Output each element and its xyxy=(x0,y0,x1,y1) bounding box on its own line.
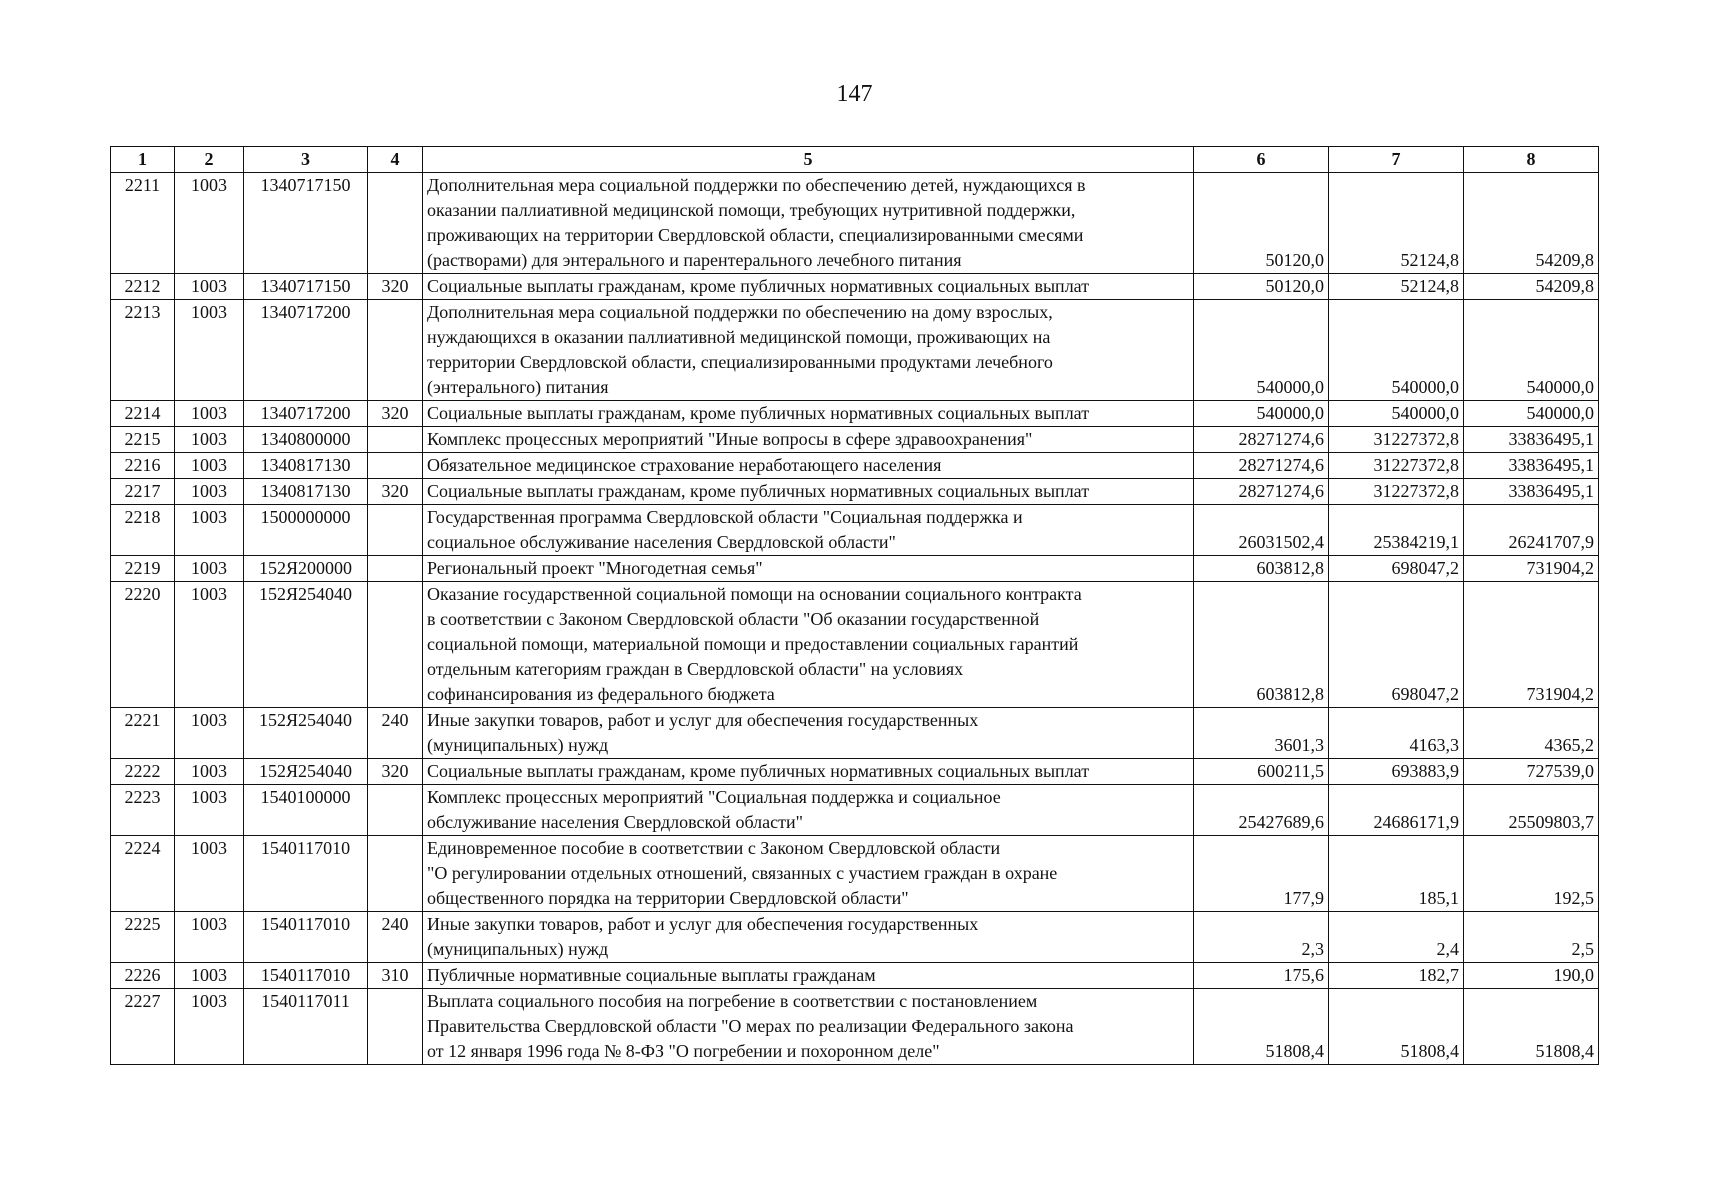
row-description: Дополнительная мера социальной поддержки по обеспечению детей, нуждающихся в оказании паллиативной медицинской помощи, требующих нутритивной поддержки, проживающих на территории Свердловской области, специализированными смесями (растворами) для энтерального и парентерального лечебного питания xyxy=(423,173,1194,274)
row-description: Иные закупки товаров, работ и услуг для обеспечения государственных (муниципальных) нужд xyxy=(423,912,1194,963)
row-number: 2217 xyxy=(111,479,175,505)
amount-col-6: 600211,5 xyxy=(1194,759,1329,785)
expense-type-code xyxy=(368,836,423,912)
expense-type-code: 320 xyxy=(368,759,423,785)
row-number: 2226 xyxy=(111,963,175,989)
row-description: Социальные выплаты гражданам, кроме публичных нормативных социальных выплат xyxy=(423,274,1194,300)
amount-col-7: 182,7 xyxy=(1329,963,1464,989)
amount-col-7: 698047,2 xyxy=(1329,556,1464,582)
table-row xyxy=(111,300,1599,401)
amount-col-6: 50120,0 xyxy=(1194,274,1329,300)
section-code: 1003 xyxy=(175,274,244,300)
row-number: 2223 xyxy=(111,785,175,836)
amount-col-6: 50120,0 xyxy=(1194,173,1329,274)
row-description: Социальные выплаты гражданам, кроме публичных нормативных социальных выплат xyxy=(423,479,1194,505)
amount-col-7: 24686171,9 xyxy=(1329,785,1464,836)
expense-type-code: 320 xyxy=(368,274,423,300)
amount-col-8: 192,5 xyxy=(1464,836,1599,912)
amount-col-8: 731904,2 xyxy=(1464,556,1599,582)
expense-type-code xyxy=(368,453,423,479)
expense-type-code: 320 xyxy=(368,479,423,505)
amount-col-7: 698047,2 xyxy=(1329,582,1464,708)
expense-type-code: 320 xyxy=(368,401,423,427)
amount-col-8: 51808,4 xyxy=(1464,989,1599,1065)
amount-col-8: 727539,0 xyxy=(1464,759,1599,785)
target-article-code: 1540117010 xyxy=(244,912,368,963)
expense-type-code xyxy=(368,427,423,453)
section-code: 1003 xyxy=(175,912,244,963)
column-header: 4 xyxy=(368,147,423,173)
target-article-code: 152Я254040 xyxy=(244,582,368,708)
row-description: Публичные нормативные социальные выплаты гражданам xyxy=(423,963,1194,989)
table-row xyxy=(111,759,1599,785)
table-row xyxy=(111,912,1599,963)
row-description: Иные закупки товаров, работ и услуг для обеспечения государственных (муниципальных) нужд xyxy=(423,708,1194,759)
amount-col-7: 52124,8 xyxy=(1329,173,1464,274)
row-description: Региональный проект "Многодетная семья" xyxy=(423,556,1194,582)
row-description: Социальные выплаты гражданам, кроме публичных нормативных социальных выплат xyxy=(423,401,1194,427)
amount-col-6: 2,3 xyxy=(1194,912,1329,963)
expense-type-code xyxy=(368,556,423,582)
section-code: 1003 xyxy=(175,759,244,785)
target-article-code: 1340717150 xyxy=(244,274,368,300)
amount-col-7: 51808,4 xyxy=(1329,989,1464,1065)
amount-col-8: 190,0 xyxy=(1464,963,1599,989)
target-article-code: 1500000000 xyxy=(244,505,368,556)
amount-col-7: 185,1 xyxy=(1329,836,1464,912)
amount-col-8: 4365,2 xyxy=(1464,708,1599,759)
section-code: 1003 xyxy=(175,173,244,274)
row-number: 2224 xyxy=(111,836,175,912)
amount-col-6: 26031502,4 xyxy=(1194,505,1329,556)
table-row xyxy=(111,274,1599,300)
amount-col-7: 693883,9 xyxy=(1329,759,1464,785)
table-row xyxy=(111,963,1599,989)
table-body xyxy=(111,173,1599,1065)
table-row xyxy=(111,505,1599,556)
section-code: 1003 xyxy=(175,989,244,1065)
row-number: 2214 xyxy=(111,401,175,427)
expense-type-code: 310 xyxy=(368,963,423,989)
amount-col-7: 52124,8 xyxy=(1329,274,1464,300)
amount-col-8: 2,5 xyxy=(1464,912,1599,963)
row-number: 2221 xyxy=(111,708,175,759)
target-article-code: 152Я200000 xyxy=(244,556,368,582)
table-row xyxy=(111,479,1599,505)
target-article-code: 1540117010 xyxy=(244,963,368,989)
column-header: 2 xyxy=(175,147,244,173)
target-article-code: 152Я254040 xyxy=(244,708,368,759)
row-number: 2225 xyxy=(111,912,175,963)
row-description: Обязательное медицинское страхование неработающего населения xyxy=(423,453,1194,479)
amount-col-6: 28271274,6 xyxy=(1194,453,1329,479)
section-code: 1003 xyxy=(175,505,244,556)
section-code: 1003 xyxy=(175,582,244,708)
amount-col-6: 540000,0 xyxy=(1194,401,1329,427)
amount-col-8: 33836495,1 xyxy=(1464,427,1599,453)
row-number: 2227 xyxy=(111,989,175,1065)
row-description: Государственная программа Свердловской области "Социальная поддержка и социальное обслуживание населения Свердловской области" xyxy=(423,505,1194,556)
table-row xyxy=(111,556,1599,582)
amount-col-6: 603812,8 xyxy=(1194,582,1329,708)
target-article-code: 1340717200 xyxy=(244,300,368,401)
table-row xyxy=(111,173,1599,274)
row-number: 2215 xyxy=(111,427,175,453)
amount-col-7: 540000,0 xyxy=(1329,401,1464,427)
amount-col-6: 28271274,6 xyxy=(1194,427,1329,453)
amount-col-6: 28271274,6 xyxy=(1194,479,1329,505)
amount-col-6: 175,6 xyxy=(1194,963,1329,989)
section-code: 1003 xyxy=(175,479,244,505)
section-code: 1003 xyxy=(175,427,244,453)
section-code: 1003 xyxy=(175,556,244,582)
amount-col-6: 51808,4 xyxy=(1194,989,1329,1065)
row-number: 2222 xyxy=(111,759,175,785)
target-article-code: 1340717150 xyxy=(244,173,368,274)
amount-col-6: 25427689,6 xyxy=(1194,785,1329,836)
expense-type-code xyxy=(368,173,423,274)
amount-col-6: 603812,8 xyxy=(1194,556,1329,582)
amount-col-8: 33836495,1 xyxy=(1464,453,1599,479)
expense-type-code xyxy=(368,505,423,556)
target-article-code: 1340817130 xyxy=(244,479,368,505)
section-code: 1003 xyxy=(175,785,244,836)
amount-col-7: 2,4 xyxy=(1329,912,1464,963)
table-row xyxy=(111,836,1599,912)
section-code: 1003 xyxy=(175,963,244,989)
column-header: 3 xyxy=(244,147,368,173)
row-number: 2219 xyxy=(111,556,175,582)
target-article-code: 1340817130 xyxy=(244,453,368,479)
section-code: 1003 xyxy=(175,401,244,427)
section-code: 1003 xyxy=(175,836,244,912)
row-number: 2212 xyxy=(111,274,175,300)
amount-col-7: 31227372,8 xyxy=(1329,479,1464,505)
amount-col-7: 25384219,1 xyxy=(1329,505,1464,556)
target-article-code: 1540117011 xyxy=(244,989,368,1065)
row-number: 2213 xyxy=(111,300,175,401)
amount-col-8: 731904,2 xyxy=(1464,582,1599,708)
row-description: Единовременное пособие в соответствии с Законом Свердловской области "О регулировании отдельных отношений, связанных с участием граждан в охране общественного порядка на территории Свердловской области" xyxy=(423,836,1194,912)
row-description: Комплекс процессных мероприятий "Социальная поддержка и социальное обслуживание населения Свердловской области" xyxy=(423,785,1194,836)
amount-col-6: 3601,3 xyxy=(1194,708,1329,759)
expense-type-code xyxy=(368,582,423,708)
expense-type-code xyxy=(368,300,423,401)
row-number: 2220 xyxy=(111,582,175,708)
row-description: Социальные выплаты гражданам, кроме публичных нормативных социальных выплат xyxy=(423,759,1194,785)
table-row xyxy=(111,989,1599,1065)
expense-type-code xyxy=(368,785,423,836)
amount-col-7: 31227372,8 xyxy=(1329,453,1464,479)
row-description: Оказание государственной социальной помощи на основании социального контракта в соответствии с Законом Свердловской области "Об оказании государственной социальной помощи, материальной помощи и предоставлении социальных гарантий отдельным категориям граждан в Свердловской области" на условиях софинансирования из федерального бюджета xyxy=(423,582,1194,708)
row-description: Выплата социального пособия на погребение в соответствии с постановлением Правительства Свердловской области "О мерах по реализации Федерального закона от 12 января 1996 года № 8-ФЗ "О погребении и похоронном деле" xyxy=(423,989,1194,1065)
amount-col-8: 540000,0 xyxy=(1464,401,1599,427)
section-code: 1003 xyxy=(175,453,244,479)
row-description: Дополнительная мера социальной поддержки по обеспечению на дому взрослых, нуждающихся в оказании паллиативной медицинской помощи, проживающих на территории Свердловской области, специализированными продуктами лечебного (энтерального) питания xyxy=(423,300,1194,401)
column-header: 1 xyxy=(111,147,175,173)
row-description: Комплекс процессных мероприятий "Иные вопросы в сфере здравоохранения" xyxy=(423,427,1194,453)
column-header: 5 xyxy=(423,147,1194,173)
column-header: 6 xyxy=(1194,147,1329,173)
amount-col-7: 540000,0 xyxy=(1329,300,1464,401)
expense-type-code: 240 xyxy=(368,912,423,963)
amount-col-6: 177,9 xyxy=(1194,836,1329,912)
target-article-code: 1340800000 xyxy=(244,427,368,453)
amount-col-8: 54209,8 xyxy=(1464,274,1599,300)
row-number: 2218 xyxy=(111,505,175,556)
amount-col-8: 26241707,9 xyxy=(1464,505,1599,556)
target-article-code: 1540100000 xyxy=(244,785,368,836)
section-code: 1003 xyxy=(175,708,244,759)
table-row xyxy=(111,401,1599,427)
table-row xyxy=(111,582,1599,708)
amount-col-8: 25509803,7 xyxy=(1464,785,1599,836)
column-header: 8 xyxy=(1464,147,1599,173)
expense-type-code: 240 xyxy=(368,708,423,759)
amount-col-8: 540000,0 xyxy=(1464,300,1599,401)
table-row xyxy=(111,453,1599,479)
page-number: 147 xyxy=(836,81,873,107)
table-row xyxy=(111,708,1599,759)
amount-col-7: 4163,3 xyxy=(1329,708,1464,759)
section-code: 1003 xyxy=(175,300,244,401)
row-number: 2216 xyxy=(111,453,175,479)
budget-table xyxy=(110,146,1599,1065)
target-article-code: 152Я254040 xyxy=(244,759,368,785)
column-header: 7 xyxy=(1329,147,1464,173)
table-row xyxy=(111,785,1599,836)
amount-col-6: 540000,0 xyxy=(1194,300,1329,401)
amount-col-8: 33836495,1 xyxy=(1464,479,1599,505)
expense-type-code xyxy=(368,989,423,1065)
header-row xyxy=(111,147,1599,173)
row-number: 2211 xyxy=(111,173,175,274)
amount-col-7: 31227372,8 xyxy=(1329,427,1464,453)
target-article-code: 1540117010 xyxy=(244,836,368,912)
amount-col-8: 54209,8 xyxy=(1464,173,1599,274)
table-row xyxy=(111,427,1599,453)
target-article-code: 1340717200 xyxy=(244,401,368,427)
